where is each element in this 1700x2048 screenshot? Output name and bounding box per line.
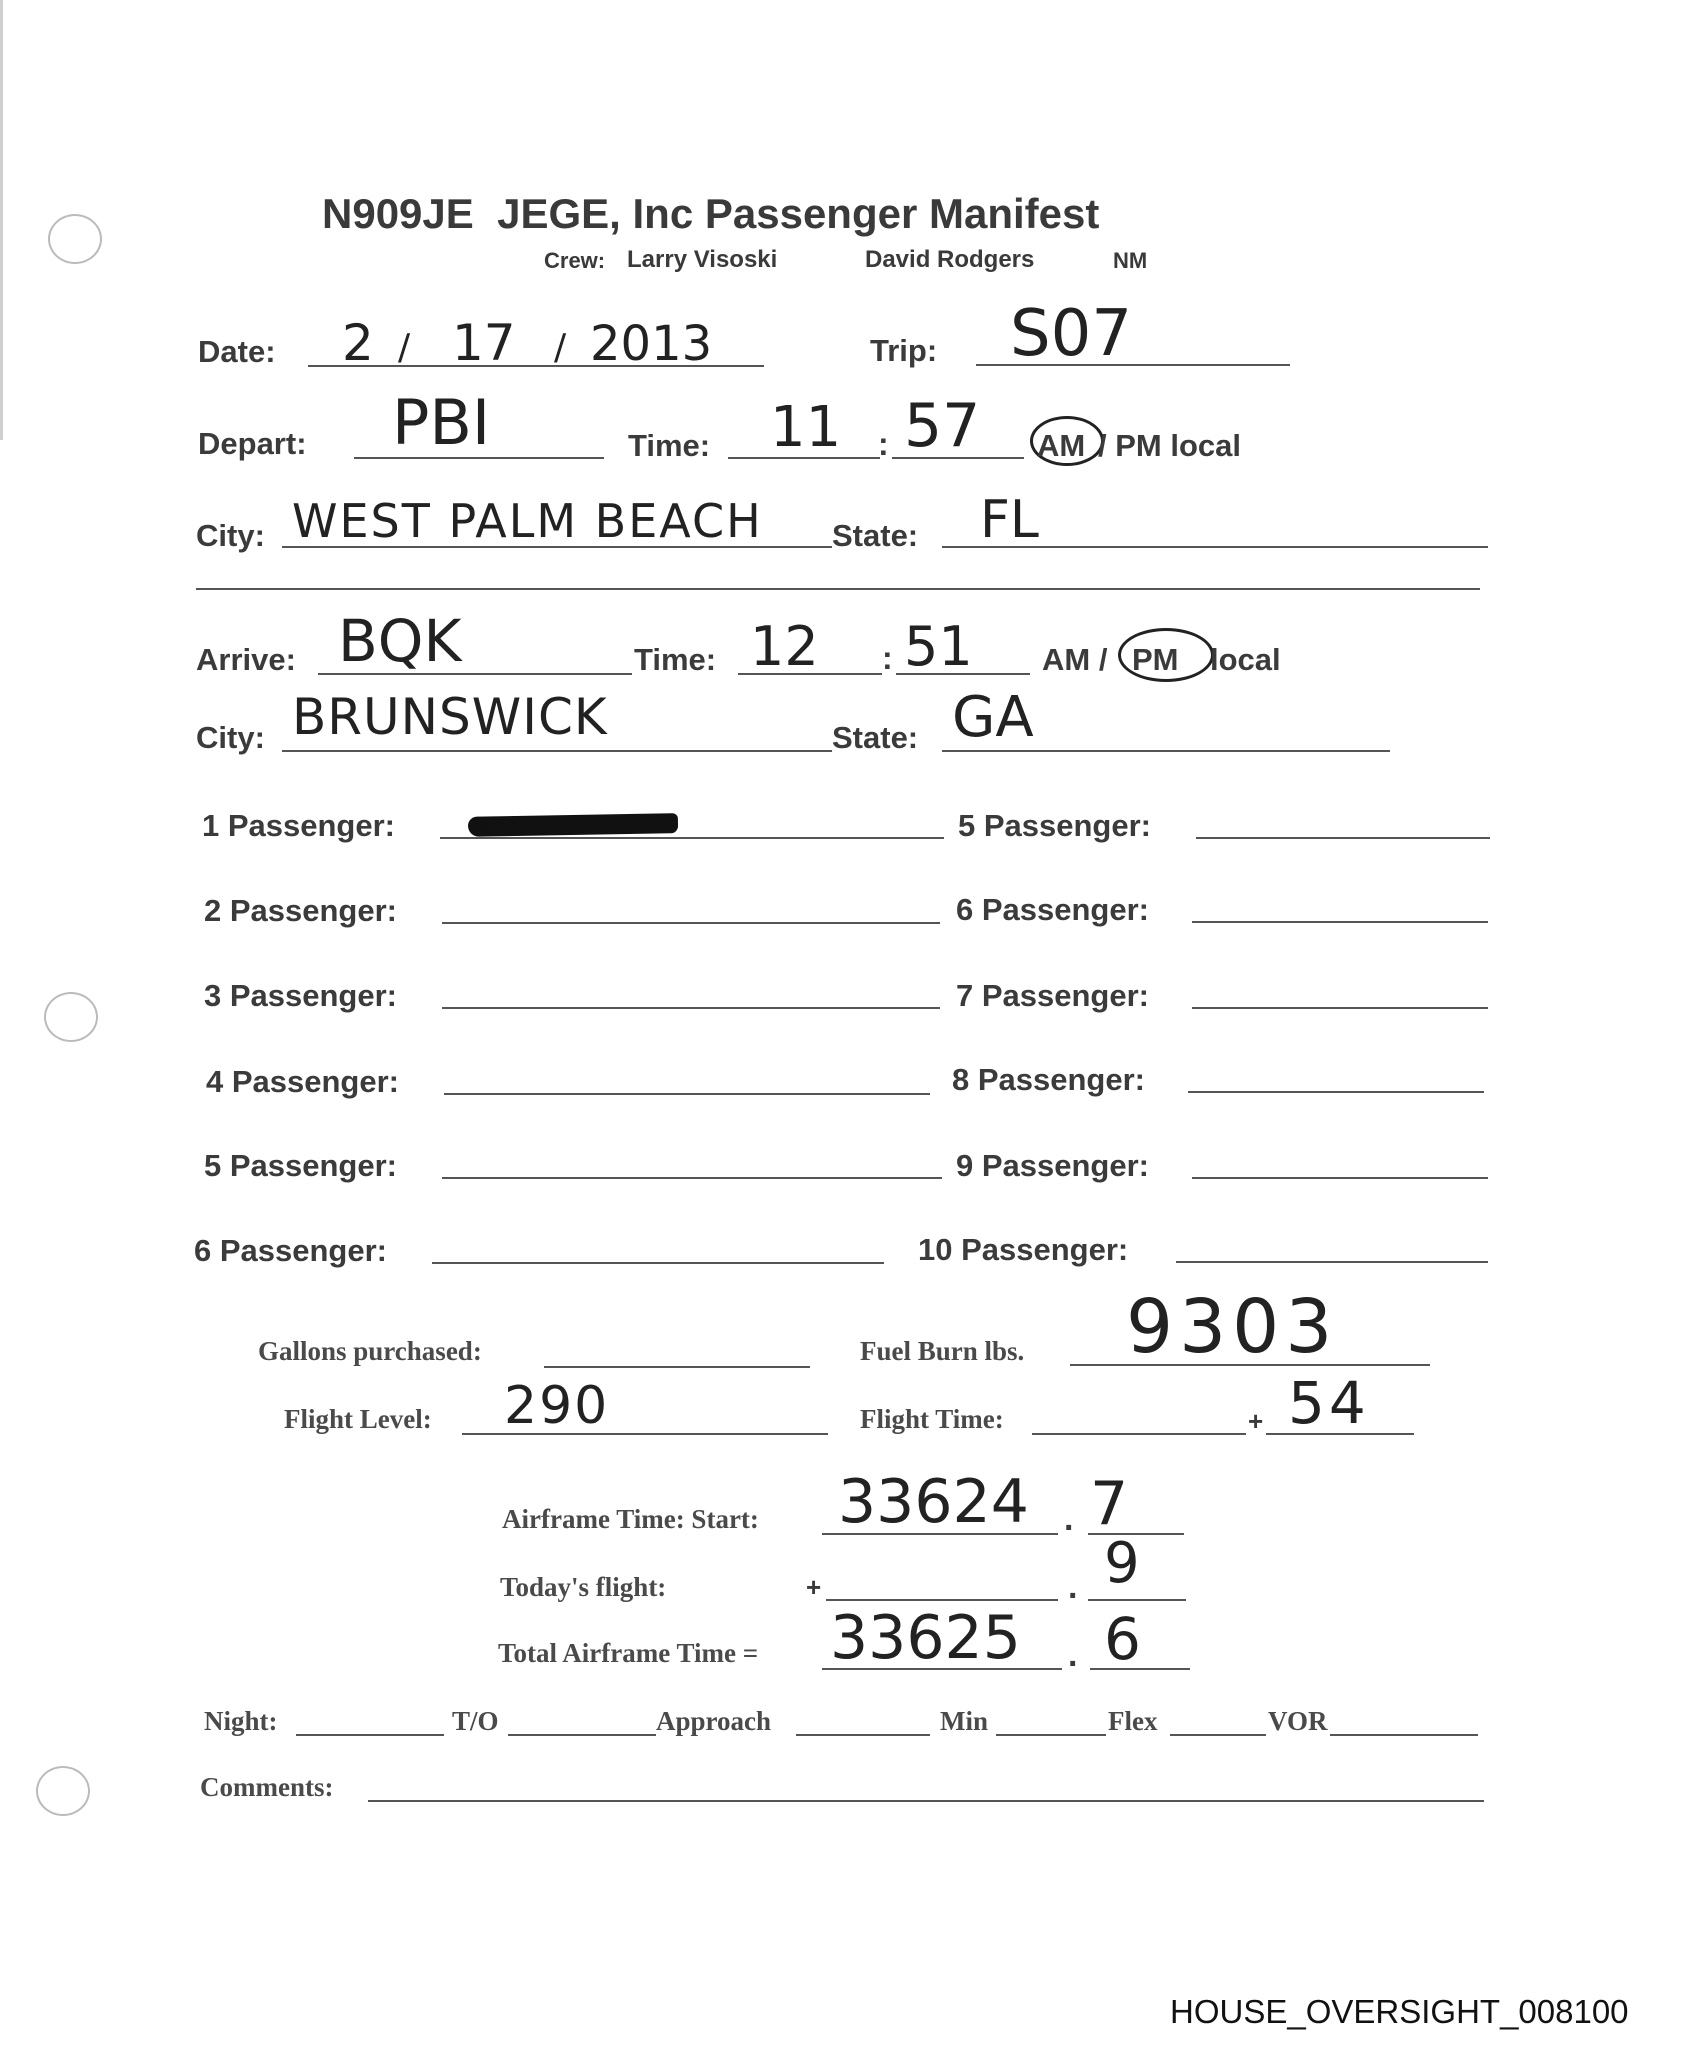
arrive-city-value: BRUNSWICK [292,688,608,746]
depart-city-label: City: [196,518,265,553]
todays-flight-decimal-line [1088,1599,1186,1601]
passenger-4-line [444,1093,930,1095]
passenger-r10-line [1176,1261,1488,1263]
todays-flight-label: Today's flight: [500,1572,667,1602]
depart-airport-value: PBI [392,386,491,459]
passenger-1-line [440,837,944,839]
comments-label: Comments: [200,1772,334,1802]
trip-value: S07 [1010,297,1133,371]
vor-label: VOR [1268,1706,1328,1736]
crew-member-2: David Rodgers [865,246,1035,273]
passenger-5-label: 5 Passenger: [204,1148,397,1183]
depart-time-colon: : [878,426,889,462]
trip-label: Trip: [870,333,938,368]
arrive-am-label: AM / [1042,642,1108,677]
todays-flight-plus: + [806,1572,822,1602]
vor-line [1330,1734,1478,1736]
depart-minute-value: 57 [904,391,981,461]
passenger-r7-label: 7 Passenger: [956,978,1149,1013]
binder-hole-middle [44,992,98,1042]
fuel-burn-value: 9303 [1126,1284,1339,1370]
bates-number: HOUSE_OVERSIGHT_008100 [1170,1993,1629,2030]
date-label: Date: [198,334,276,369]
passenger-r6-line [1192,921,1488,923]
total-airframe-decimal-value: 6 [1104,1605,1141,1673]
passenger-1-value: Jeffrey Epstein [471,814,595,836]
airframe-start-label: Airframe Time: Start: [502,1504,759,1534]
arrive-state-value: GA [952,685,1034,750]
arrive-airport-value: BQK [338,607,462,675]
arrive-state-label: State: [832,720,919,755]
depart-hour-value: 11 [770,395,842,460]
binder-hole-top [48,214,102,264]
date-sep-2: / [554,327,567,368]
arrive-local-label: local [1210,642,1281,677]
depart-state-label: State: [832,518,919,553]
page-left-edge [0,0,3,440]
flight-level-value: 290 [504,1376,610,1436]
arrive-city-line [282,750,832,752]
arrive-pm-label: PM [1132,642,1179,677]
min-line [996,1734,1106,1736]
night-line [296,1734,444,1736]
passenger-6-label: 6 Passenger: [194,1233,387,1268]
total-airframe-whole-value: 33625 [830,1603,1021,1673]
airframe-start-dot: . [1064,1500,1074,1538]
gallons-purchased-label: Gallons purchased: [258,1336,482,1366]
arrive-state-line [942,750,1390,752]
date-month-value: 2 [342,314,374,372]
passenger-1-label: 1 Passenger: [202,808,395,843]
takeoff-label: T/O [452,1706,499,1736]
date-year-value: 2013 [590,316,713,372]
depart-pm-local-label: / PM local [1098,428,1241,463]
passenger-r6-label: 6 Passenger: [956,892,1149,927]
passenger-2-line [442,922,940,924]
arrive-label: Arrive: [196,642,296,677]
passenger-5-line [442,1177,942,1179]
total-airframe-label: Total Airframe Time = [498,1638,759,1668]
comments-line [368,1800,1484,1802]
todays-flight-decimal-value: 9 [1104,1531,1140,1596]
crew-member-3: NM [1113,248,1148,273]
passenger-r10-label: 10 Passenger: [918,1232,1129,1267]
depart-am-label: AM [1037,428,1086,463]
arrive-time-colon: : [882,640,893,676]
night-label: Night: [204,1706,278,1736]
passenger-3-label: 3 Passenger: [204,978,397,1013]
arrive-city-label: City: [196,720,265,755]
flight-time-plus: + [1248,1406,1264,1436]
approach-label: Approach [656,1706,772,1736]
passenger-r5-line [1196,837,1490,839]
date-sep-1: / [398,327,411,368]
passenger-r9-line [1192,1177,1488,1179]
passenger-4-label: 4 Passenger: [206,1064,399,1099]
passenger-r8-line [1188,1091,1484,1093]
takeoff-line [508,1734,656,1736]
page-title: N909JE JEGE, Inc Passenger Manifest [322,190,1100,237]
depart-state-value: FL [980,490,1039,550]
arrive-time-label: Time: [634,642,717,677]
flight-time-value: 54 [1288,1369,1370,1437]
depart-label: Depart: [198,426,307,461]
passenger-6-line [432,1262,884,1264]
arrive-hour-value: 12 [750,615,819,678]
date-day-value: 17 [452,314,516,372]
depart-extra-line [196,588,1480,590]
passenger-2-label: 2 Passenger: [204,893,397,928]
flight-time-hours-line [1032,1433,1246,1435]
binder-hole-bottom [36,1766,90,1816]
crew-member-1: Larry Visoski [627,246,778,273]
total-airframe-dot: . [1068,1636,1078,1674]
flex-label: Flex [1108,1706,1158,1736]
depart-time-label: Time: [628,428,711,463]
todays-flight-whole-line [826,1599,1058,1601]
min-label: Min [940,1706,989,1736]
gallons-purchased-line [544,1366,810,1368]
todays-flight-dot: . [1068,1568,1078,1606]
passenger-1-value-redacted [468,813,678,837]
airframe-start-whole-value: 33624 [838,1467,1029,1537]
passenger-r5-label: 5 Passenger: [958,808,1151,843]
passenger-3-line [442,1007,940,1009]
flex-line [1170,1734,1266,1736]
arrive-minute-value: 51 [904,615,973,678]
flight-time-label: Flight Time: [860,1404,1004,1434]
passenger-r7-line [1192,1007,1488,1009]
airframe-start-decimal-value: 7 [1090,1469,1129,1539]
crew-label: Crew: [544,248,606,273]
fuel-burn-label: Fuel Burn lbs. [860,1336,1025,1366]
flight-level-label: Flight Level: [284,1404,432,1434]
approach-line [796,1734,930,1736]
passenger-r9-label: 9 Passenger: [956,1148,1149,1183]
passenger-r8-label: 8 Passenger: [952,1062,1145,1097]
depart-city-value: WEST PALM BEACH [292,494,763,548]
